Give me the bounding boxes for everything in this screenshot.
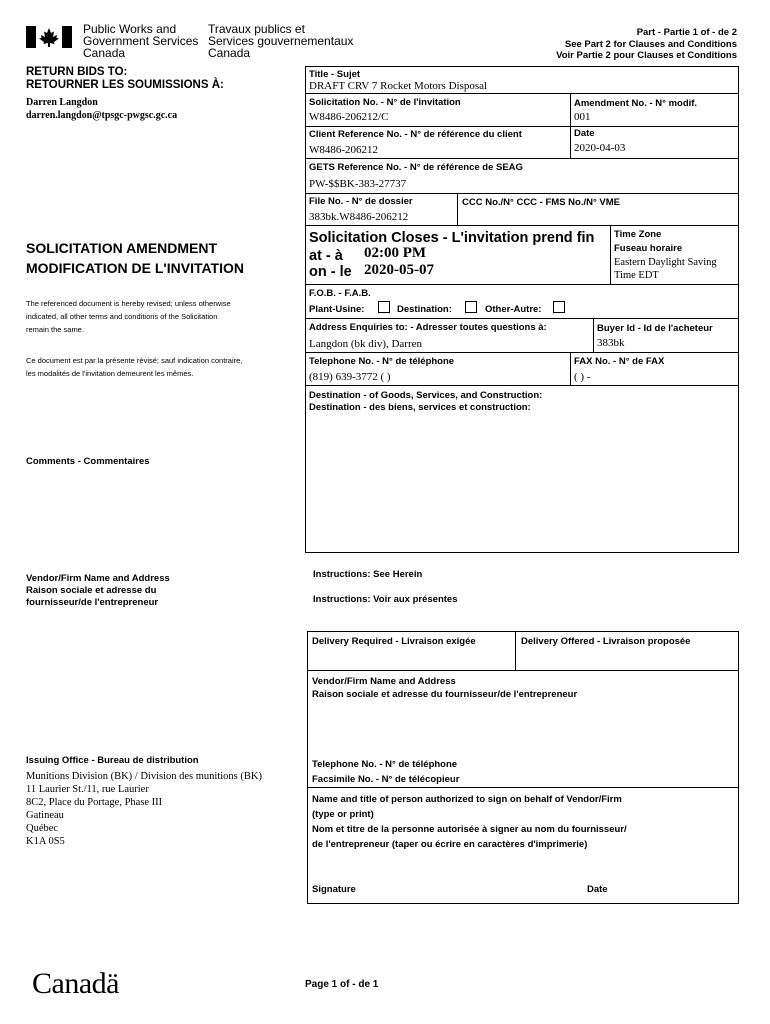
- title-value: DRAFT CRV 7 Rocket Motors Disposal: [309, 80, 488, 92]
- solicitation-number-value: W8486-206212/C: [309, 111, 389, 123]
- address-enquiries-label: Address Enquiries to: - Adresser toutes questions à:: [309, 322, 547, 333]
- canada-wordmark-logo: Canadä: [32, 967, 119, 1000]
- solicitation-number-label: Solicitation No. - N° de l'invitation: [309, 97, 461, 108]
- page-number: Page 1 of - de 1: [305, 979, 379, 990]
- amendment-title: [26, 238, 244, 278]
- other-autre-label: Other-Autre:: [485, 304, 542, 315]
- amendment-text-line: Ce document est par la présente révisé; sauf indication contraire,: [26, 356, 243, 365]
- closes-on-value: 2020-05-07: [364, 262, 434, 278]
- address-line: 11 Laurier St./11, rue Laurier: [26, 784, 149, 795]
- address-line: Gatineau: [26, 810, 64, 821]
- amendment-text-line: les modalités de l'invitation demeurent les mêmes.: [26, 369, 194, 378]
- time-zone-label-fr: Fuseau horaire: [614, 243, 683, 254]
- delivery-offered-label: Delivery Offered - Livraison proposée: [521, 636, 691, 647]
- vendor-left-line: Raison sociale et adresse du: [26, 585, 157, 596]
- canada-flag-icon: [26, 26, 72, 48]
- amendment-text-line: remain the same.: [26, 325, 84, 334]
- part-number: Part - Partie 1 of - de 2: [636, 27, 737, 38]
- buyer-id-label: Buyer Id - Id de l'acheteur: [597, 323, 713, 334]
- amendment-text-line: The referenced document is hereby revised; unless otherwise: [26, 299, 231, 308]
- plant-usine-checkbox[interactable]: [378, 301, 390, 313]
- time-zone-line: Time EDT: [614, 270, 659, 281]
- return-bids-en: RETURN BIDS TO:: [26, 66, 128, 78]
- destination-goods-en: Destination - of Goods, Services, and Construction:: [309, 390, 543, 401]
- department-name-fr: [208, 23, 353, 59]
- authorized-name-line: Name and title of person authorized to sign on behalf of Vendor/Firm: [312, 794, 622, 805]
- address-enquiries-value: Langdon (bk div), Darren: [309, 338, 423, 350]
- file-number-value: 383bk.W8486-206212: [309, 211, 409, 223]
- dept-fr-line: Canada: [208, 46, 251, 60]
- gets-reference-value: PW-$$BK-383-27737: [309, 178, 407, 190]
- other-autre-checkbox[interactable]: [553, 301, 565, 313]
- telephone-label: Telephone No. - N° de téléphone: [309, 356, 455, 367]
- amendment-title-fr: MODIFICATION DE L'INVITATION: [26, 260, 244, 276]
- vendor-left-label: [26, 573, 170, 609]
- amendment-text-line: indicated, all other terms and conditions of the Solicitation: [26, 312, 218, 321]
- contact-email: darren.langdon@tpsgc-pwgsc.gc.ca: [26, 110, 178, 121]
- fob-label: F.O.B. - F.A.B.: [309, 288, 371, 299]
- closes-on-label: on - le: [309, 264, 352, 280]
- dept-en-line: Canada: [83, 46, 126, 60]
- client-reference-label: Client Reference No. - N° de référence du client: [309, 129, 522, 140]
- contact-name: Darren Langdon: [26, 97, 98, 108]
- authorized-name-label: [312, 792, 627, 852]
- address-line: K1A 0S5: [26, 836, 65, 847]
- vendor-name-label: [312, 675, 577, 701]
- authorized-name-line: (type or print): [312, 809, 374, 820]
- return-bids-title: [26, 66, 224, 92]
- vendor-telephone-label: Telephone No. - N° de téléphone: [312, 759, 458, 770]
- telephone-value: (819) 639-3772 ( ): [309, 371, 391, 383]
- destination-goods-fr: Destination - des biens, services et construction:: [309, 402, 531, 413]
- see-part-en: See Part 2 for Clauses and Conditions: [564, 38, 737, 50]
- comments-label: Comments - Commentaires: [26, 456, 150, 467]
- amendment-title-en: SOLICITATION AMENDMENT: [26, 240, 218, 256]
- instructions-en: Instructions: See Herein: [313, 569, 423, 580]
- plant-usine-label: Plant-Usine:: [309, 304, 365, 315]
- see-part-fr: Voir Partie 2 pour Clauses et Conditions: [556, 50, 737, 61]
- issuing-office-address: [26, 770, 262, 848]
- gets-reference-label: GETS Reference No. - N° de référence de SEAG: [309, 162, 523, 173]
- vendor-fax-label: Facsimile No. - N° de télécopieur: [312, 774, 460, 785]
- date-label: Date: [574, 128, 595, 139]
- fax-value: ( ) -: [574, 371, 591, 383]
- issuing-office-label: Issuing Office - Bureau de distribution: [26, 755, 199, 766]
- amendment-text-fr: [26, 354, 242, 380]
- dept-en-line: Government Services: [83, 34, 199, 48]
- buyer-id-value: 383bk: [597, 337, 625, 349]
- vendor-left-line: Vendor/Firm Name and Address: [26, 573, 170, 584]
- amendment-number-value: 001: [574, 111, 591, 123]
- dept-en-line: Public Works and: [83, 22, 177, 36]
- address-line: Québec: [26, 823, 59, 834]
- time-zone-value: [614, 256, 717, 282]
- signature-label: Signature: [312, 884, 356, 895]
- title-label: Title - Sujet: [309, 69, 361, 80]
- signature-date-label: Date: [587, 884, 608, 895]
- file-number-label: File No. - N° de dossier: [309, 196, 413, 207]
- fax-label: FAX No. - N° de FAX: [574, 356, 665, 367]
- time-zone-line: Eastern Daylight Saving: [614, 257, 717, 268]
- vendor-left-line: fournisseur/de l'entrepreneur: [26, 597, 159, 608]
- destination-goods-label: [309, 390, 542, 414]
- return-bids-contact: [26, 96, 177, 122]
- ccc-number-label: CCC No./N° CCC - FMS No./N° VME: [462, 197, 621, 208]
- address-line: 8C2, Place du Portage, Phase III: [26, 797, 163, 808]
- address-line: Munitions Division (BK) / Division des munitions (BK): [26, 771, 262, 782]
- vendor-name-fr: Raison sociale et adresse du fournisseur/de l'entrepreneur: [312, 689, 578, 700]
- destination-checkbox[interactable]: [465, 301, 477, 313]
- authorized-name-line: de l'entrepreneur (taper ou écrire en caractères d'imprimerie): [312, 839, 588, 850]
- part-indicator: [556, 27, 737, 62]
- authorized-name-line: Nom et titre de la personne autorisée à signer au nom du fournisseur/: [312, 824, 627, 835]
- closes-at-value: 02:00 PM: [364, 245, 427, 261]
- amendment-number-label: Amendment No. - N° modif.: [574, 98, 698, 109]
- instructions-fr: Instructions: Voir aux présentes: [313, 594, 458, 605]
- closes-at-label: at - à: [309, 248, 343, 264]
- destination-label: Destination:: [397, 304, 452, 315]
- date-value: 2020-04-03: [574, 142, 626, 154]
- return-bids-fr: RETOURNER LES SOUMISSIONS À:: [26, 79, 224, 91]
- dept-fr-line: Services gouvernementaux: [208, 34, 354, 48]
- delivery-required-label: Delivery Required - Livraison exigée: [312, 636, 476, 647]
- amendment-text-en: [26, 297, 231, 336]
- time-zone-label-en: Time Zone: [614, 229, 662, 240]
- solicitation-closes-title: Solicitation Closes - L'invitation prend fin: [309, 230, 595, 246]
- department-name-en: [83, 23, 198, 59]
- dept-fr-line: Travaux publics et: [208, 22, 305, 36]
- vendor-name-en: Vendor/Firm Name and Address: [312, 676, 456, 687]
- client-reference-value: W8486-206212: [309, 144, 379, 156]
